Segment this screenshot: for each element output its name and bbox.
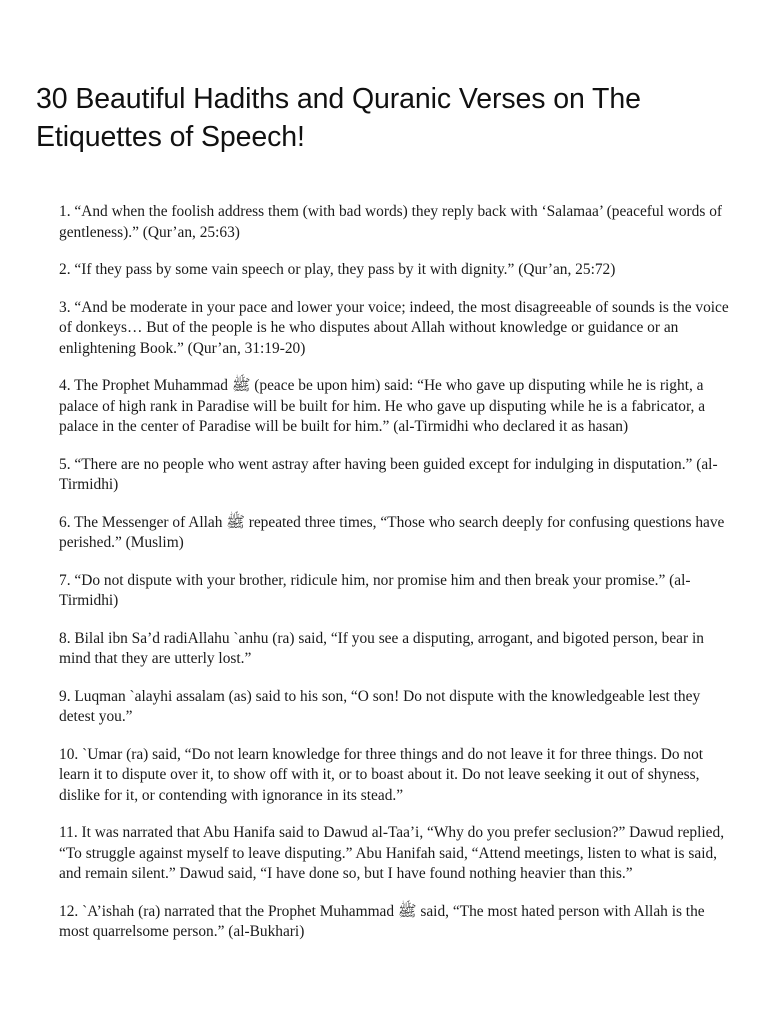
list-item: 8. Bilal ibn Sa’d radiAllahu `anhu (ra) said, “If you see a disputing, arrogant, and bigoted person, bear in mind that they are utterly lost.” [59, 629, 704, 667]
list-item: 4. The Prophet Muhammad ﷺ (peace be upon him) said: “He who gave up disputing while he is right, a palace of high rank in Paradise will be built for him. He who gave up disputing while he is a fabricator, a palace in the center of Paradise will be built for him.” (al-Tirmidhi who declared it as hasan) [59, 377, 706, 435]
list-item: 3. “And be moderate in your pace and lower your voice; indeed, the most disagreeable of sounds is the voice of donkeys… But of the people is he who disputes about Allah without knowledge or guidance or an enlightening Book.” (Qur’an, 31:19-20) [59, 298, 729, 357]
list-item: 2. “If they pass by some vain speech or play, they pass by it with dignity.” (Qur’an, 25:72) [59, 261, 616, 278]
list-item: 11. It was narrated that Abu Hanifa said to Dawud al-Taa’i, “Why do you prefer seclusion?” Dawud replied, “To struggle against myself to leave disputing.” Abu Hanifah said, “Attend meetings, listen to what is said, and remain silent.” Dawud said, “I have done so, but I have found nothing heavier than this.” [59, 824, 725, 882]
list-item: 6. The Messenger of Allah ﷺ repeated three times, “Those who search deeply for confusing questions have perished.” (Muslim) [59, 513, 725, 551]
list-item: 10. `Umar (ra) said, “Do not learn knowledge for three things and do not leave it for three things. Do not learn it to dispute over it, to show off with it, or to boast about it. Do not leave seeking it out of shyness, dislike for it, or contending with ignorance in its stead.” [59, 745, 704, 804]
page-title: 30 Beautiful Hadiths and Quranic Verses on The Etiquettes of Speech! [36, 83, 641, 153]
list-item: 5. “There are no people who went astray after having been guided except for indulging in disputation.” (al-Tirmidhi) [59, 455, 718, 493]
list-item: 7. “Do not dispute with your brother, ridicule him, nor promise him and then break your promise.” (al-Tirmidhi) [59, 571, 691, 609]
list-item: 12. `A’ishah (ra) narrated that the Prophet Muhammad ﷺ said, “The most hated person with Allah is the most quarrelsome person.” (al-Bukhari) [59, 902, 705, 940]
list-item: 1. “And when the foolish address them (with bad words) they reply back with ‘Salamaa’ (peaceful words of gentleness).” (Qur’an, 25:63) [59, 203, 723, 241]
hadith-list [59, 202, 731, 960]
list-item: 9. Luqman `alayhi assalam (as) said to his son, “O son! Do not dispute with the knowledgeable lest they detest you.” [59, 687, 701, 725]
